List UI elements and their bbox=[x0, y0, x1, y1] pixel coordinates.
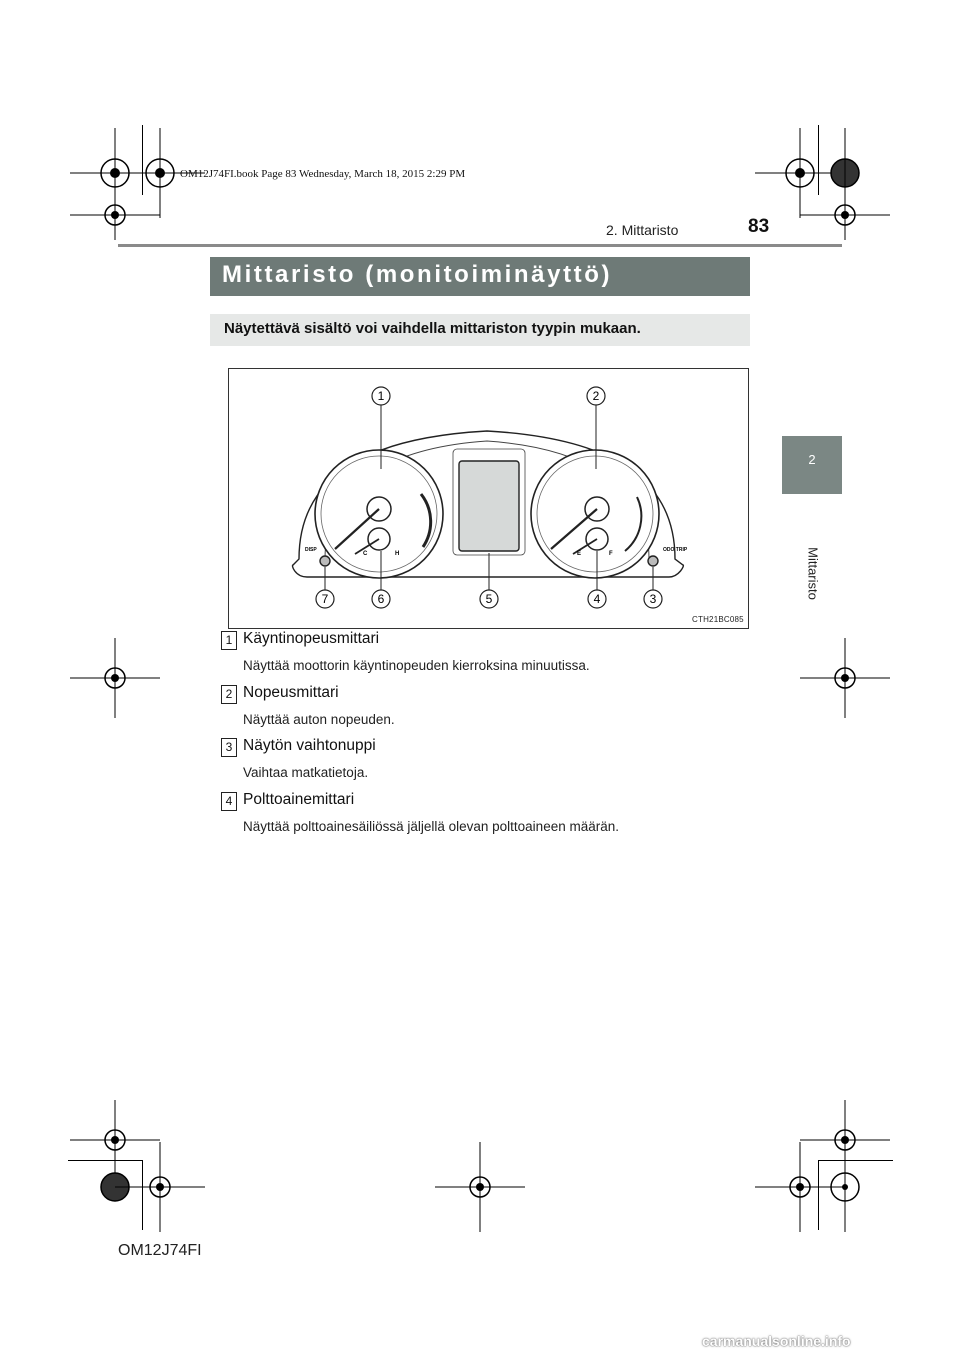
item-description: Näyttää polttoainesäiliössä jäljellä olevan polttoaineen määrän. bbox=[243, 819, 619, 834]
item-description: Vaihtaa matkatietoja. bbox=[243, 765, 369, 780]
callout-3: 3 bbox=[649, 592, 657, 606]
crop-line bbox=[818, 125, 819, 195]
footer-code: OM12J74FI bbox=[118, 1242, 202, 1259]
fuel-full-label: F bbox=[609, 551, 613, 557]
running-head: 2. Mittaristo bbox=[606, 222, 679, 238]
crop-line bbox=[142, 125, 143, 195]
registration-mark-icon bbox=[115, 1142, 205, 1232]
temp-hot-label: H bbox=[395, 551, 400, 557]
watermark: carmanualsonline.info bbox=[702, 1333, 851, 1349]
header-rule bbox=[118, 244, 842, 247]
instrument-cluster-illustration bbox=[229, 369, 748, 628]
crop-line bbox=[68, 1160, 143, 1161]
crop-line bbox=[818, 1160, 819, 1230]
item-number: 4 bbox=[221, 792, 237, 811]
crop-line bbox=[142, 1160, 143, 1230]
intro-text: Näytettävä sisältö voi vaihdella mittariston tyypin mukaan. bbox=[224, 320, 641, 337]
item-number: 2 bbox=[221, 685, 237, 704]
page-number: 83 bbox=[748, 216, 770, 237]
section-title: Mittaristo (monitoiminäyttö) bbox=[222, 261, 613, 288]
temp-cold-label: C bbox=[363, 551, 368, 557]
item-title: Nopeusmittari bbox=[243, 684, 339, 701]
crop-line bbox=[818, 1160, 893, 1161]
callout-7: 7 bbox=[321, 592, 329, 606]
odo-trip-label: ODO TRIP bbox=[663, 547, 688, 553]
registration-mark-icon bbox=[800, 633, 890, 723]
disp-label: DISP bbox=[305, 547, 317, 553]
registration-mark-icon bbox=[70, 633, 160, 723]
item-description: Näyttää auton nopeuden. bbox=[243, 712, 395, 727]
item-description: Näyttää moottorin käyntinopeuden kierroksina minuutissa. bbox=[243, 658, 590, 673]
instrument-cluster-figure bbox=[228, 368, 749, 629]
callout-1: 1 bbox=[377, 389, 385, 403]
callout-6: 6 bbox=[377, 592, 385, 606]
chapter-tab-label: Mittaristo bbox=[805, 547, 821, 600]
callout-5: 5 bbox=[485, 592, 493, 606]
callout-2: 2 bbox=[592, 389, 600, 403]
item-title: Näytön vaihtonuppi bbox=[243, 737, 376, 754]
registration-mark-icon bbox=[800, 1142, 890, 1232]
registration-mark-icon bbox=[435, 1142, 525, 1232]
callout-4: 4 bbox=[593, 592, 601, 606]
item-title: Polttoainemittari bbox=[243, 791, 355, 808]
item-number: 1 bbox=[221, 631, 237, 650]
chapter-tab-number: 2 bbox=[808, 452, 816, 467]
fuel-empty-label: E bbox=[577, 551, 582, 557]
item-number: 3 bbox=[221, 738, 237, 757]
item-title: Käyntinopeusmittari bbox=[243, 630, 380, 647]
figure-code: CTH21BC085 bbox=[692, 615, 744, 624]
book-info: OM12J74FI.book Page 83 Wednesday, March 18, 2015 2:29 PM bbox=[180, 168, 466, 180]
